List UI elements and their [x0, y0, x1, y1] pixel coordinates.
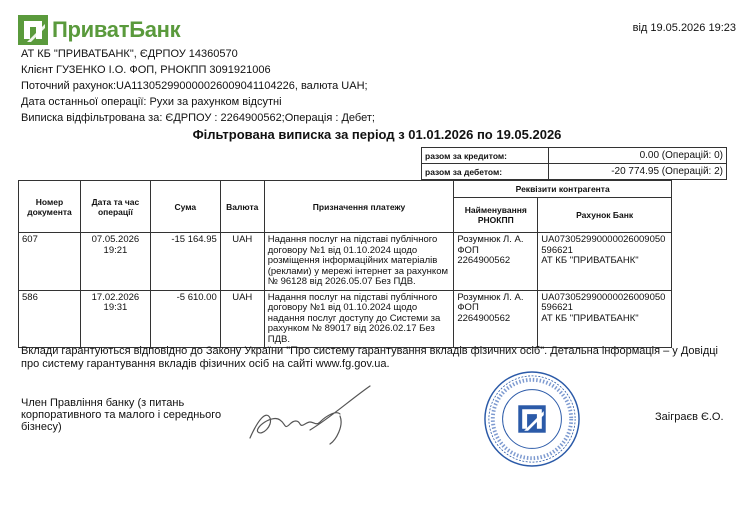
credit-total-value: 0.00 (Операцій: 0) — [549, 148, 727, 164]
row-date: 17.02.2026 — [91, 291, 140, 303]
bank-info: АТ КБ "ПРИВАТБАНК", ЄДРПОУ 14360570 — [21, 48, 238, 60]
statement-datetime: від 19.05.2026 19:23 — [632, 22, 736, 34]
last-operation-info: Дата останньої операції: Рухи за рахунком відсутні — [21, 96, 282, 108]
header-currency: Валюта — [220, 181, 264, 233]
row-currency: UAH — [220, 290, 264, 348]
header-datetime: Дата та час операції — [80, 181, 150, 233]
bank-seal — [483, 370, 581, 468]
account-info: Поточний рахунок:UA113052990000026009041104226, валюта UAH; — [21, 80, 368, 92]
row-rnokpp: 2264900562 — [457, 312, 511, 324]
debit-total-row — [422, 164, 727, 180]
signer-name: Заіграєв Є.О. — [655, 411, 724, 423]
row-amount: -5 610.00 — [150, 290, 220, 348]
logo-text: ПриватБанк — [52, 17, 181, 42]
row-counterparty-account — [538, 290, 672, 348]
header-counterparty: Реквізити контрагента — [454, 181, 672, 198]
row-purpose: Надання послуг на підставі публічного договору №1 від 01.10.2024 щодо розміщення інформаційних матеріалів (реклами) у мережі інтернет за рахунком № 96128 від 2026.05.07 Без ПДВ. — [264, 233, 454, 291]
table-header-row — [19, 181, 672, 198]
debit-total-label: разом за дебетом: — [422, 164, 549, 180]
row-doc-number: 586 — [19, 290, 81, 348]
header-amount: Сума — [150, 181, 220, 233]
transactions-table — [18, 180, 672, 348]
row-counterparty-name — [454, 290, 538, 348]
filter-info: Виписка відфільтрована за: ЄДРПОУ : 2264900562;Операція : Дебет; — [21, 112, 375, 124]
header-purpose: Призначення платежу — [264, 181, 454, 233]
row-datetime — [80, 290, 150, 348]
row-name: Розумнюк Л. А. ФОП — [457, 291, 524, 313]
statement-title: Фільтрована виписка за період з 01.01.2026 по 19.05.2026 — [192, 127, 562, 142]
row-currency: UAH — [220, 233, 264, 291]
signer-title: Член Правління банку (з питань корпоративного та малого і середнього бізнесу) — [21, 397, 222, 433]
row-doc-number: 607 — [19, 233, 81, 291]
client-info: Клієнт ГУЗЕНКО І.О. ФОП, РНОКПП 3091921006 — [21, 64, 271, 76]
row-purpose: Надання послуг на підставі публічного договору №1 від 01.10.2024 щодо надання послуг доступу до Системи за рахунком № 89017 від 2026.02.17 Без ПДВ. — [264, 290, 454, 348]
debit-total-value: -20 774.95 (Операцій: 2) — [549, 164, 727, 180]
header-account: Рахунок Банк — [538, 198, 672, 233]
header-doc-number: Номер документа — [19, 181, 81, 233]
row-counterparty-account — [538, 233, 672, 291]
row-counterparty-name — [454, 233, 538, 291]
row-account: UA073052990000026009050596621 — [541, 234, 666, 256]
credit-total-label: разом за кредитом: — [422, 148, 549, 164]
row-amount: -15 164.95 — [150, 233, 220, 291]
row-time: 19:31 — [103, 302, 128, 313]
header-name: Найменування РНОКПП — [454, 198, 538, 233]
table-row — [19, 233, 672, 291]
row-bank: АТ КБ "ПРИВАТБАНК" — [541, 312, 639, 324]
row-date: 07.05.2026 — [91, 234, 140, 245]
row-datetime — [80, 233, 150, 291]
privatbank-logo-icon — [18, 15, 48, 45]
row-account: UA073052990000026009050596621 — [541, 291, 666, 313]
row-time: 19:21 — [103, 244, 128, 256]
row-bank: АТ КБ "ПРИВАТБАНК" — [541, 255, 639, 266]
privatbank-logo — [18, 13, 180, 47]
credit-total-row — [422, 148, 727, 164]
row-rnokpp: 2264900562 — [457, 255, 511, 266]
totals-table — [421, 147, 727, 180]
handwritten-signature — [240, 380, 380, 450]
guarantee-notice: Вклади гарантуються відповідно до Закону України "Про систему гарантування вкладів фізичних осіб". Детальна інформація – у Довідці про систему гарантування вкладів фізичних осіб на сайті www.fg.gov.ua. — [21, 345, 718, 370]
row-name: Розумнюк Л. А. ФОП — [457, 234, 524, 256]
table-row — [19, 290, 672, 348]
